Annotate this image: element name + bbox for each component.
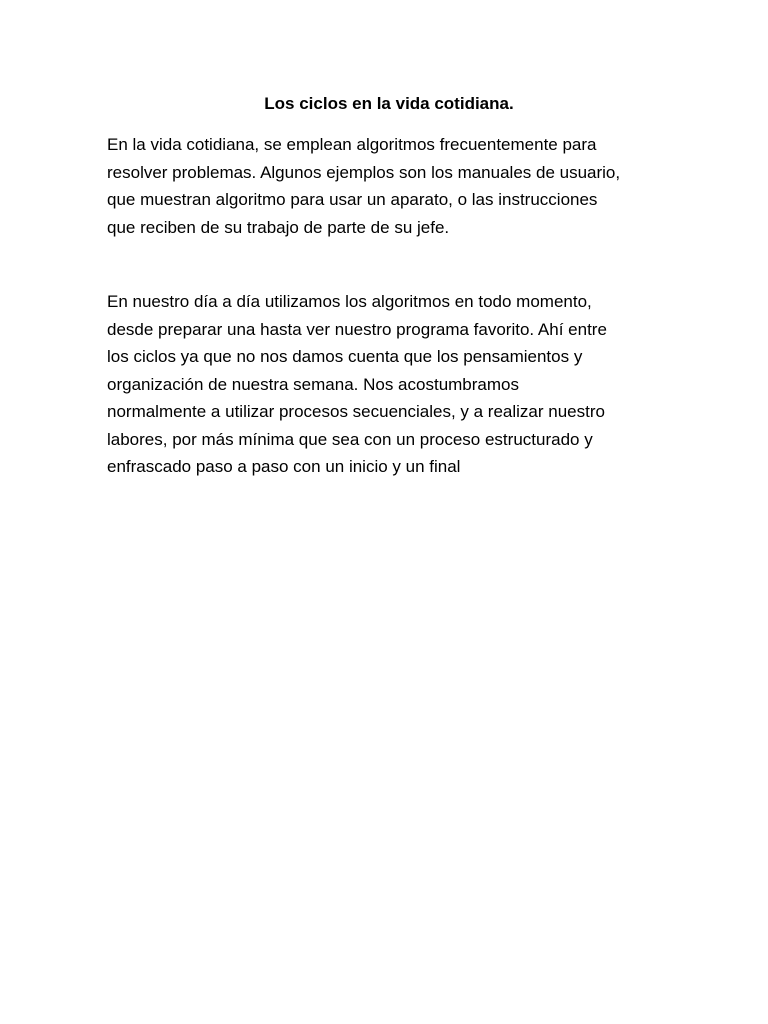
paragraph-2	[107, 288, 667, 481]
paragraph-line: resolver problemas. Algunos ejemplos son los manuales de usuario,	[107, 162, 621, 182]
paragraph-line: desde preparar una hasta ver nuestro programa favorito. Ahí entre	[107, 319, 607, 339]
paragraph-line: los ciclos ya que no nos damos cuenta que los pensamientos y	[107, 347, 583, 366]
paragraph-line: En la vida cotidiana, se emplean algoritmos frecuentemente para	[107, 135, 597, 154]
document-title: Los ciclos en la vida cotidiana.	[264, 94, 514, 113]
paragraph-1	[107, 131, 667, 241]
paragraph-line: organización de nuestra semana. Nos acostumbramos	[107, 374, 519, 394]
paragraph-line: que muestran algoritmo para usar un aparato, o las instrucciones	[107, 190, 598, 209]
paragraph-line: enfrascado paso a paso con un inicio y un final	[107, 457, 461, 476]
paragraph-line: que reciben de su trabajo de parte de su jefe.	[107, 217, 450, 237]
paragraph-line: labores, por más mínima que sea con un proceso estructurado y	[107, 429, 593, 449]
paragraph-line: En nuestro día a día utilizamos los algoritmos en todo momento,	[107, 292, 592, 311]
paragraph-line: normalmente a utilizar procesos secuenciales, y a realizar nuestro	[107, 402, 605, 421]
